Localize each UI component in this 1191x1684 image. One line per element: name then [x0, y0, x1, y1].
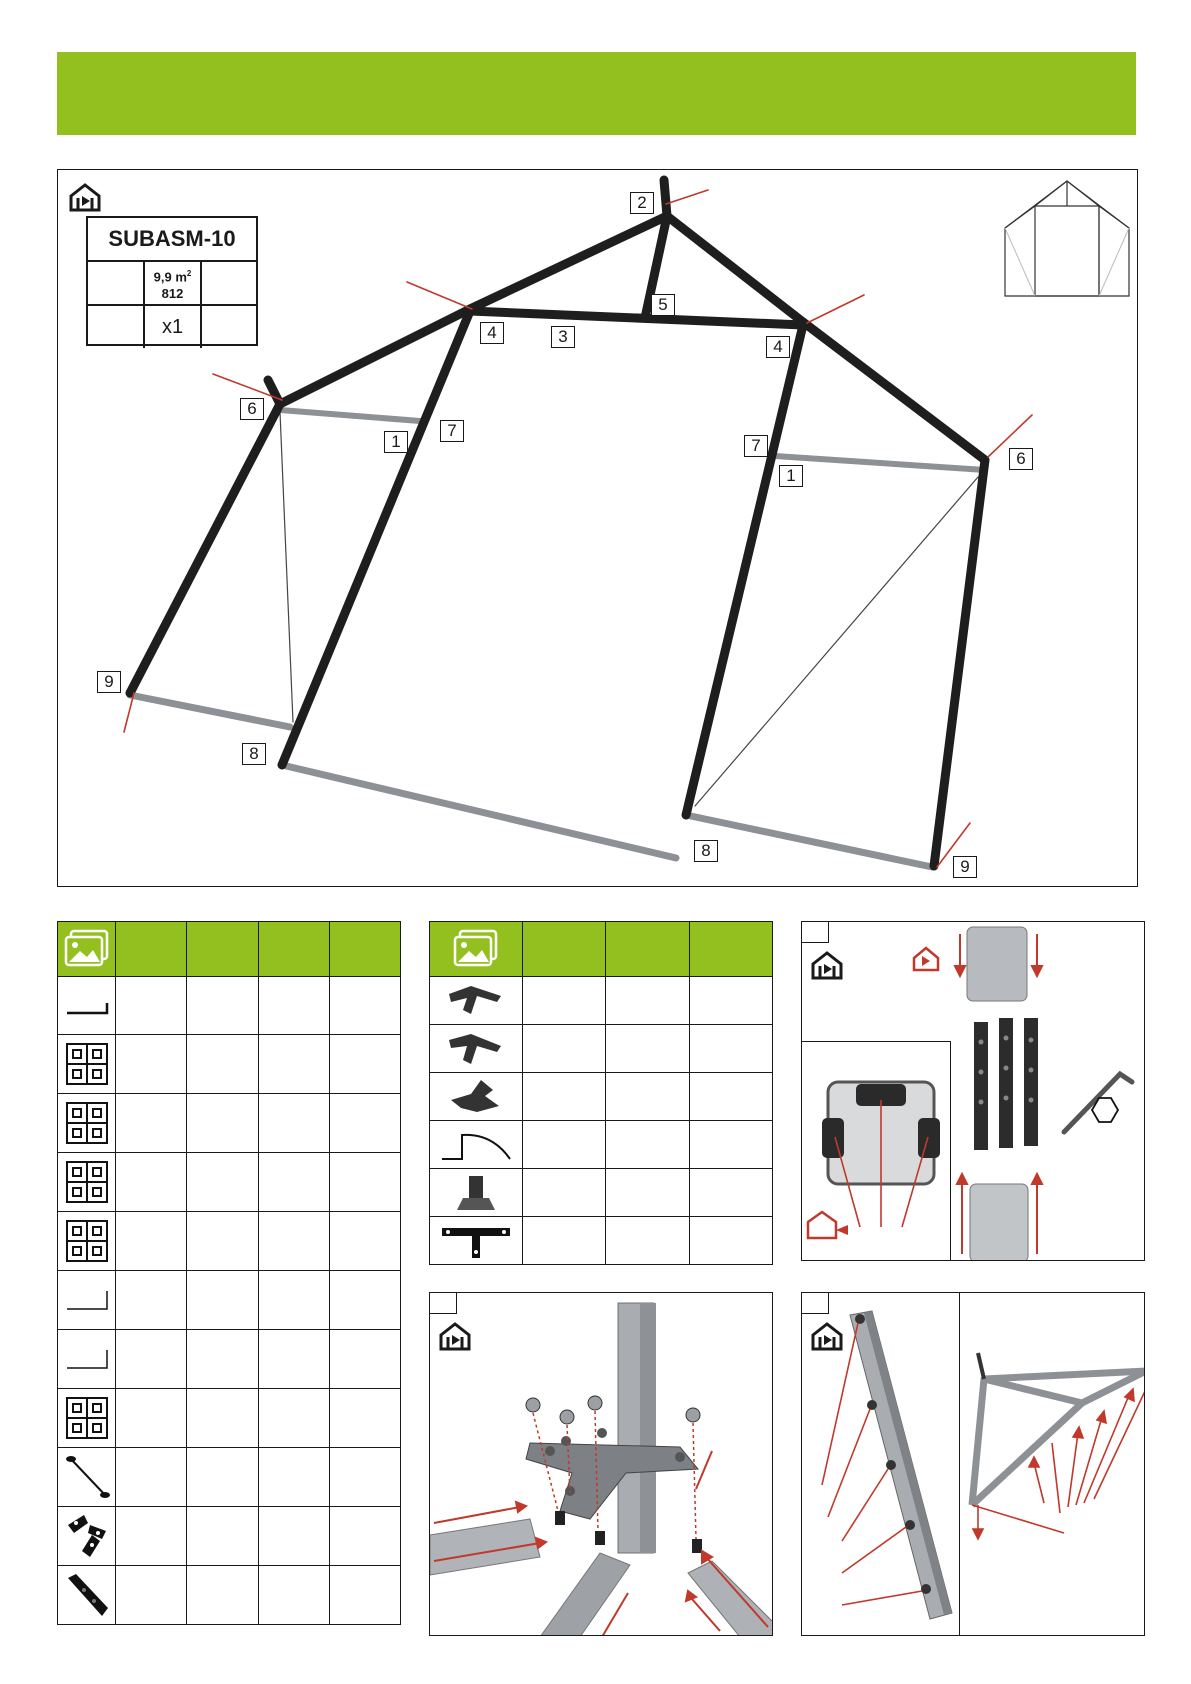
step-panel-t-plate: [429, 1292, 773, 1636]
callout-7-left: 7: [440, 420, 464, 442]
frame-profile-left-rear: [130, 404, 280, 693]
part-t-plate-icon: [436, 1220, 516, 1262]
header-banner: [57, 52, 1136, 135]
part-h-profile-icon: [62, 1158, 112, 1206]
part-angle-profile-icon: [63, 1344, 111, 1374]
callout-1-right: 1: [779, 465, 803, 487]
part-bracket-clip-icon: [441, 980, 511, 1022]
image-gallery-icon: [451, 928, 501, 970]
profile-cross-section: [822, 1082, 940, 1227]
cross-profile-right: [775, 456, 985, 470]
parts-table-left: [57, 921, 401, 1625]
callout-5: 5: [651, 294, 675, 316]
bottom-profile-left: [130, 695, 290, 727]
callout-6-left: 6: [240, 398, 264, 420]
subassembly-title: SUBASM-10: [88, 218, 256, 262]
part-wedge-clip-icon: [62, 1570, 112, 1620]
image-gallery-icon: [62, 928, 112, 970]
callout-3: 3: [551, 326, 575, 348]
part-curved-rail-icon: [436, 1125, 516, 1165]
subassembly-code: 812: [161, 286, 184, 302]
part-angle-profile-icon: [63, 1285, 111, 1315]
part-corner-plates-icon: [62, 1511, 112, 1561]
part-h-profile-icon: [62, 1040, 112, 1088]
callout-8-right: 8: [694, 840, 718, 862]
callout-9-left: 9: [97, 671, 121, 693]
bottom-profile-front: [282, 765, 676, 858]
callout-9-right: 9: [953, 856, 977, 878]
callout-4-left: 4: [480, 322, 504, 344]
subassembly-area: 9,9 $m^2$ 812: [145, 262, 202, 304]
callout-4-right: 4: [766, 336, 790, 358]
step-panel-joint: [801, 921, 1145, 1261]
callout-2: 2: [630, 192, 654, 214]
subassembly-quantity: x1: [145, 306, 202, 348]
parts-table-middle: [429, 921, 773, 1265]
part-base-anchor-icon: [451, 1172, 501, 1214]
part-bracket-clip-icon: [441, 1028, 511, 1070]
parts-gallery-icon-cell: [58, 922, 116, 977]
part-h-profile-icon: [62, 1217, 112, 1265]
step-panel-bolts: [801, 1292, 1145, 1636]
greenhouse-frame-drawing: [57, 169, 1138, 887]
part-l-profile-icon: [63, 991, 111, 1021]
callout-7-right: 7: [744, 435, 768, 457]
part-arrow-clip-icon: [441, 1076, 511, 1118]
part-brace-rod-icon: [62, 1452, 112, 1502]
part-h-profile-icon: [62, 1099, 112, 1147]
callout-8-left: 8: [242, 743, 266, 765]
callout-6-right: 6: [1009, 448, 1033, 470]
hex-key-icon: [1064, 1074, 1132, 1132]
cross-profile-left: [280, 410, 420, 421]
callout-1-left: 1: [384, 431, 408, 453]
part-h-profile-icon: [62, 1394, 112, 1442]
greenhouse-thumbnail: [1000, 176, 1134, 300]
bottom-profile-right: [686, 815, 932, 867]
